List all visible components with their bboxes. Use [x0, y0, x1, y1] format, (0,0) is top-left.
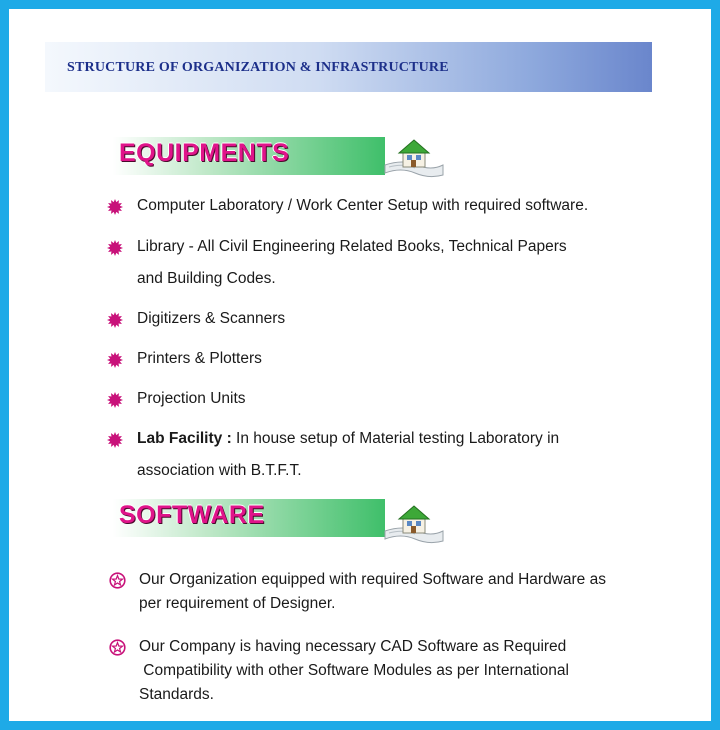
- house-on-blueprint-icon: [383, 501, 445, 545]
- equipment-item-text: and Building Codes.: [137, 270, 276, 287]
- equipment-list-item: [137, 231, 697, 295]
- equipment-item-label: Lab Facility :: [137, 430, 232, 447]
- starburst-bullet-icon: [107, 312, 123, 328]
- equipment-item-text: Computer Laboratory / Work Center Setup with required software.: [137, 197, 589, 214]
- house-on-blueprint-icon: [383, 135, 445, 179]
- software-title: SOFTWARE: [119, 501, 265, 529]
- equipment-item-text: Library - All Civil Engineering Related Books, Technical Papers: [137, 238, 567, 255]
- starburst-bullet-icon: [107, 240, 123, 256]
- software-list-item: [139, 568, 699, 616]
- software-item-text: per requirement of Designer.: [139, 595, 336, 612]
- software-list-item: [139, 635, 699, 707]
- equipment-list-item: [137, 383, 697, 415]
- equipments-section-header: [89, 137, 385, 175]
- equipment-item-text: In house setup of Material testing Laboratory in: [231, 430, 560, 447]
- equipment-list-item: [137, 423, 697, 487]
- software-item-text: Compatibility with other Software Modules as per International: [139, 662, 569, 679]
- equipment-item-text: [137, 423, 697, 455]
- header-banner: [45, 42, 652, 92]
- software-item-text: Our Organization equipped with required Software and Hardware as: [139, 571, 606, 588]
- equipment-list-item: [137, 303, 697, 335]
- equipment-item-text: Printers & Plotters: [137, 350, 262, 367]
- software-item-text: Our Company is having necessary CAD Software as Required: [139, 638, 567, 655]
- equipments-title: EQUIPMENTS: [119, 139, 290, 167]
- starburst-bullet-icon: [107, 199, 123, 215]
- starburst-bullet-icon: [107, 392, 123, 408]
- circled-star-bullet-icon: [109, 639, 126, 656]
- equipment-item-text: Digitizers & Scanners: [137, 310, 286, 327]
- software-item-text: Standards.: [139, 686, 214, 703]
- equipment-list-item: [137, 343, 697, 375]
- circled-star-bullet-icon: [109, 572, 126, 589]
- starburst-bullet-icon: [107, 432, 123, 448]
- equipment-item-text: association with B.T.F.T.: [137, 462, 302, 479]
- equipment-item-text: Projection Units: [137, 390, 246, 407]
- starburst-bullet-icon: [107, 352, 123, 368]
- page-title: STRUCTURE OF ORGANIZATION & INFRASTRUCTURE: [67, 60, 449, 75]
- equipment-list-item: [137, 190, 697, 222]
- software-section-header: [89, 499, 385, 537]
